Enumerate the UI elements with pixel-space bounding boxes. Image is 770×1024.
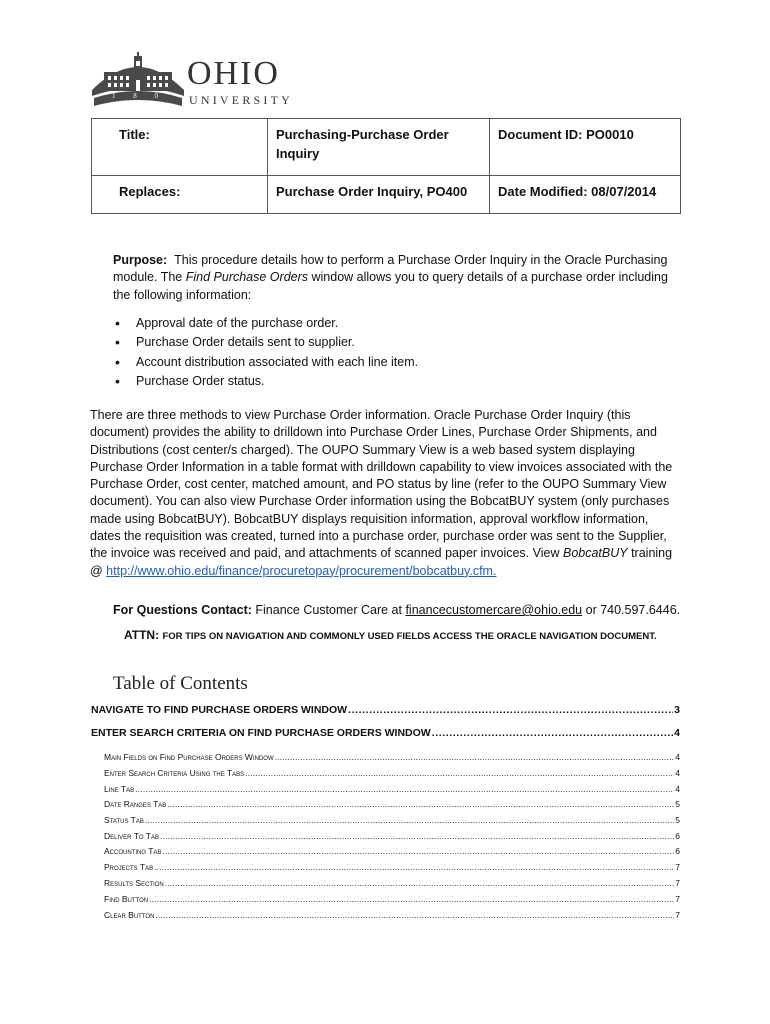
toc-entry-sub[interactable] [104,894,680,904]
contact-label: For Questions Contact: [113,603,252,617]
header-row-replaces [92,176,681,214]
toc-entry-label: Main Fields on Find Purchase Orders Window [104,752,274,762]
document-id: Document ID: PO0010 [490,119,681,176]
toc-entry-label: Clear Button [104,910,155,920]
toc-entry-sub[interactable] [104,862,680,872]
toc-entry-label: Line Tab [104,784,135,794]
toc-entry-label: Date Ranges Tab [104,799,167,809]
toc-leader-dots [275,752,675,762]
toc-entry-label: Enter Search Criteria Using the Tabs [104,768,245,778]
info-bullet-list [113,314,418,391]
logo-wordmark: OHIO [187,55,280,92]
toc-entry-label: Status Tab [104,815,144,825]
purpose-text-2: window allows you to query details of a purchase order including the following information: [113,270,668,302]
bobcatbuy-name: BobcatBUY [562,546,628,561]
ohio-university-logo [90,52,310,110]
toc-entry-label: Results Section [104,878,164,888]
toc-leader-dots [348,704,673,716]
toc-leader-dots [155,910,674,920]
toc-page-number: 4 [675,784,680,794]
purpose-text-1: This procedure details how to perform a Purchase Order Inquiry in the Oracle Purchasing module. The [113,253,668,285]
list-item: • Account distribution associated with each line item. [113,353,418,372]
contact-phone: or 740.597.6446. [582,603,681,617]
toc-entry-sub[interactable] [104,846,680,856]
toc-leader-dots [145,815,674,825]
toc-page-number: 7 [675,910,680,920]
toc-entry-label: ENTER SEARCH CRITERIA ON FIND PURCHASE ORDERS WINDOW [91,727,431,739]
methods-text: There are three methods to view Purchase Order information. Oracle Purchase Order Inquiry (this document) provides the ability to drilldown into Purchase Order Lines, Purchase Order Shipments, and Distributions (cost center/s charged). The OUPO Summary View is a web based system displaying Purchase Order Information in a table format with drilldown capability to view invoices associated with the Purchase Order, cost center, matched amount, and PO status by line (refer to the OUPO Summary View document). You can also view Purchase Order information using the BobcatBUY system (only purchases made using BobcatBUY). BobcatBUY displays requisition information, approval workflow information, dates the requisition was created, turned into a purchase order, purchase order was sent to the Supplier, the invoice was received and paid, and attachments of scanned paper invoices. View [90,408,673,561]
contact-paragraph [113,602,693,619]
logo-year: 1 8 0 4 [112,92,166,108]
toc-entry-sub[interactable] [104,799,680,809]
toc-title: Table of Contents [113,673,248,694]
logo-subtitle: UNIVERSITY [189,93,293,107]
toc-leader-dots [167,799,674,809]
toc-page-number: 6 [675,846,680,856]
toc-leader-dots [162,846,674,856]
toc-leader-dots [154,862,674,872]
purpose-paragraph [113,252,680,304]
document-header-table [91,118,681,214]
training-text: training @ [90,546,673,578]
toc-page-number: 4 [675,768,680,778]
toc-entry-label: NAVIGATE TO FIND PURCHASE ORDERS WINDOW [91,704,348,716]
toc-entry-sub[interactable] [104,784,680,794]
toc-entry-sub[interactable] [104,910,680,920]
toc-entry-sub[interactable] [104,768,680,778]
replaces-label: Replaces: [92,176,268,214]
contact-text: Finance Customer Care at [251,603,406,617]
toc-page-number: 7 [675,894,680,904]
purpose-window-name: Find Purchase Orders [185,270,309,285]
toc-leader-dots [432,727,673,739]
attn-label: ATTN: [124,628,163,642]
title-label: Title: [92,119,268,176]
toc-leader-dots [165,878,675,888]
toc-leader-dots [160,831,674,841]
toc-leader-dots [135,784,674,794]
date-modified: Date Modified: 08/07/2014 [490,176,681,214]
toc-leader-dots [149,894,674,904]
toc-entry-sub[interactable] [104,752,680,762]
list-item: • Purchase Order details sent to supplier. [113,333,418,352]
bobcatbuy-training-link[interactable]: http://www.ohio.edu/finance/procuretopay/procurement/bobcatbuy.cfm. [106,563,497,578]
toc-page-number: 7 [675,862,680,872]
toc-page-number: 4 [674,727,680,739]
list-item: • Approval date of the purchase order. [113,314,418,333]
toc-entry-sub[interactable] [104,831,680,841]
toc-entry-label: Deliver To Tab [104,831,159,841]
toc-page-number: 6 [675,831,680,841]
toc-page-number: 7 [675,878,680,888]
toc-entry-main[interactable] [91,727,680,739]
toc-entry-main[interactable] [91,704,680,716]
toc-page-number: 3 [674,704,680,716]
attn-text-2: ORACLE NAVIGATION DOCUMENT. [496,631,657,642]
list-item: • Purchase Order status. [113,372,418,391]
toc-page-number: 5 [675,815,680,825]
purpose-label: Purpose: [113,253,168,267]
toc-entry-label: Find Button [104,894,149,904]
toc-entry-label: Projects Tab [104,862,154,872]
toc-page-number: 5 [675,799,680,809]
title-value: Purchasing-Purchase Order Inquiry [268,119,490,176]
methods-paragraph [90,407,680,580]
toc-page-number: 4 [675,752,680,762]
toc-entry-label: Accounting Tab [104,846,162,856]
toc-entry-sub[interactable] [104,878,680,888]
attn-text: FOR TIPS ON NAVIGATION AND COMMONLY USED FIELDS ACCESS THE [162,631,497,642]
contact-email-link[interactable]: financecustomercare@ohio.edu [405,603,583,617]
header-row-title [92,119,681,176]
toc-leader-dots [245,768,674,778]
attn-note [124,628,657,642]
toc-entry-sub[interactable] [104,815,680,825]
replaces-value: Purchase Order Inquiry, PO400 [268,176,490,214]
